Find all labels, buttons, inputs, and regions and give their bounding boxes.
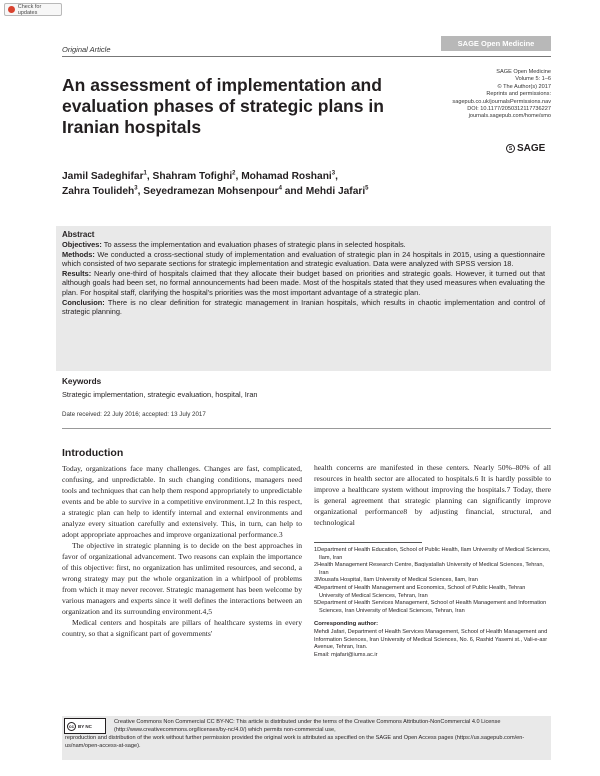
header-divider — [62, 56, 551, 57]
abstract-conclusion: Conclusion: There is no clear definition for strategic management in Iranian hospitals, which results in chaotic implementation and control of strategic planning. — [62, 297, 545, 317]
affiliation-item: 3Mousafa Hospital, Ilam University of Medical Sciences, Ilam, Iran — [314, 577, 478, 584]
meta-line[interactable]: journals.sagepub.com/home/smo — [468, 113, 551, 120]
body-paragraph: The objective in strategic planning is to decide on the best approaches in favor of organizational advancement. Two reasons can explain the importance of this objective: first, no organization has unlimited resources, and second, a wrong strategy may put the whole organization in a whirlpool of problems from which it may never recover. Strategic management has been welcome by various managers and experts since it well defines the interactions between an organization and its surrounding environment.4,5 — [62, 541, 302, 616]
affiliation-item: 4Department of Health Management and Economics, School of Public Health, Tehran University of Medical Sciences, Tehran, Iran — [314, 584, 526, 599]
author-name: Seyedramezan Mohsenpour — [143, 186, 279, 197]
badge-label: Check for updates — [17, 3, 42, 16]
body-paragraph: Medical centers and hospitals are pillars of healthcare systems in every country, so that a significant part of governments' — [62, 618, 302, 638]
submission-dates: Date received: 22 July 2016; accepted: 13 July 2017 — [62, 411, 206, 418]
author-name: Mehdi Jafari — [305, 186, 366, 197]
meta-line: © The Author(s) 2017 — [497, 83, 551, 90]
meta-line: SAGE Open Medicine — [496, 69, 551, 75]
meta-line[interactable]: Reprints and permissions: — [486, 91, 551, 98]
author-name: Zahra Toulideh — [62, 186, 135, 197]
journal-tab: SAGE Open Medicine — [441, 36, 551, 51]
abstract-methods: Methods: We conducted a cross-sectional study of implementation and evaluation of strategic plan in 24 hospitals in 2015, using a questionnaire which consisted of two separate sections for strategic implementation and strategic evaluation. Data were analyzed with SPSS version 18. — [62, 249, 545, 269]
sage-emblem-icon: S — [506, 144, 515, 153]
sage-logo — [506, 143, 545, 154]
body-paragraph: health concerns are manifested in these centers. Nearly 50%–80% of all resources in health sector are allocated to hospitals.6 It is hardly possible to improve a healthcare system without improving the hospitals.7 Today, there is general agreement that strategic planning can significantly improve organizational performance8 by adjusting financial, structural, and technological — [314, 463, 551, 527]
meta-line[interactable]: sagepub.co.uk/journalsPermissions.nav — [452, 98, 551, 105]
author-name: Jamil Sadeghifar — [62, 171, 144, 182]
journal-meta — [430, 69, 551, 121]
affiliation-item: 2Health Management Research Centre, Baqiyatallah University of Medical Sciences, Tehran, Iran — [314, 562, 544, 576]
footnote-divider — [314, 542, 422, 543]
introduction-heading: Introduction — [62, 447, 124, 459]
license-text-line1: Creative Commons Non Commercial CC BY-NC: This article is distributed under the terms of the Creative Commons Attribution-NonCommercial 4.0 License (http://www.creativecommons.org/licenses/by-nc/4.0/) which permits non-commercial use, — [114, 719, 501, 733]
abstract-results: Results: Nearly one-third of hospitals claimed that they allocate their budget based on priorities and strategic goals. However, it turned out that although goals had been set, no formal announcements had been made. Most of the hospitals stated that they used measures when evaluating the plan. For hospital staff, clarifying the hospital's priorities was the most important advantage of a strategic plan. — [62, 268, 545, 297]
author-list: Jamil Sadeghifar$^1$, Shahram Tofighi$^2$, Mohamad Roshani$^3$, Zahra Toulideh$^3$, Seyedramezan Mohsenpour$^4$ and Mehdi Jafari$^5$ — [62, 170, 369, 197]
affiliation-item: 1Department of Health Education, School of Public Health, Ilam University of Medical Sciences, Ilam, Iran — [314, 547, 551, 561]
body-paragraph: Today, organizations face many challenges. Changes are fast, complicated, confusing, and unpredictable. In such changing conditions, managers need tools and techniques that can help them respond appropriately to unpredictable events and be able to survive in a competitive environment.1,2 In this respect, a strategic plan can help to identify internal and external environments and analyze every situation carefully and extensively. This, in turn, can help to adopt appropriate approaches and improve organizational performance.3 — [62, 464, 302, 539]
check-for-updates-badge[interactable] — [4, 3, 62, 16]
author-name: Shahram Tofighi — [152, 171, 233, 182]
affiliation-item: 5Department of Health Services Management, School of Health Management and Information Sciences, Iran University of Medical Sciences, Tehran, Iran — [314, 600, 547, 614]
meta-line[interactable]: DOI: 10.1177/2050312117736227 — [467, 106, 551, 113]
keywords-heading: Keywords — [62, 377, 102, 386]
abstract-heading: Abstract — [62, 230, 95, 239]
body-column-left — [62, 463, 302, 639]
cc-icon: cc — [68, 723, 74, 729]
meta-line: Volume 5: 1–6 — [515, 76, 551, 83]
section-divider — [62, 428, 551, 429]
corresponding-author-email[interactable]: Email: mjafari@iums.ac.ir — [314, 651, 378, 658]
corresponding-author-address: Mehdi Jafari, Department of Health Services Management, School of Health Management and Information Sciences, Iran University of Medical Sciences, No. 6, Rashid Yasemi st., Vali-e-asr Avenue, Tehran, Iran. — [314, 628, 548, 651]
keywords-text: Strategic implementation, strategic evaluation, hospital, Iran — [62, 390, 258, 399]
article-type: Original Article — [62, 45, 111, 54]
corresponding-author-heading: Corresponding author: — [314, 621, 379, 628]
creative-commons-logo — [64, 718, 106, 734]
update-icon — [8, 6, 15, 13]
body-column-right — [314, 462, 551, 528]
cc-logo-text: BY NC — [78, 723, 92, 729]
publisher-name: SAGE — [517, 143, 546, 154]
affiliations — [314, 547, 551, 659]
paper-title: An assessment of implementation and evaluation phases of strategic plans in Iranian hospitals — [62, 75, 384, 137]
license-text-line2: reproduction and distribution of the work without further permission provided the original work is attributed as specified on the SAGE and Open Access pages (https://us.sagepub.com/en-us/nam/open-access-at-sage). — [65, 735, 525, 749]
abstract-objectives: Objectives: To assess the implementation and evaluation phases of strategic plans in selected hospitals. — [62, 240, 406, 249]
author-name: Mohamad Roshani — [241, 171, 332, 182]
abstract-box — [56, 226, 551, 371]
